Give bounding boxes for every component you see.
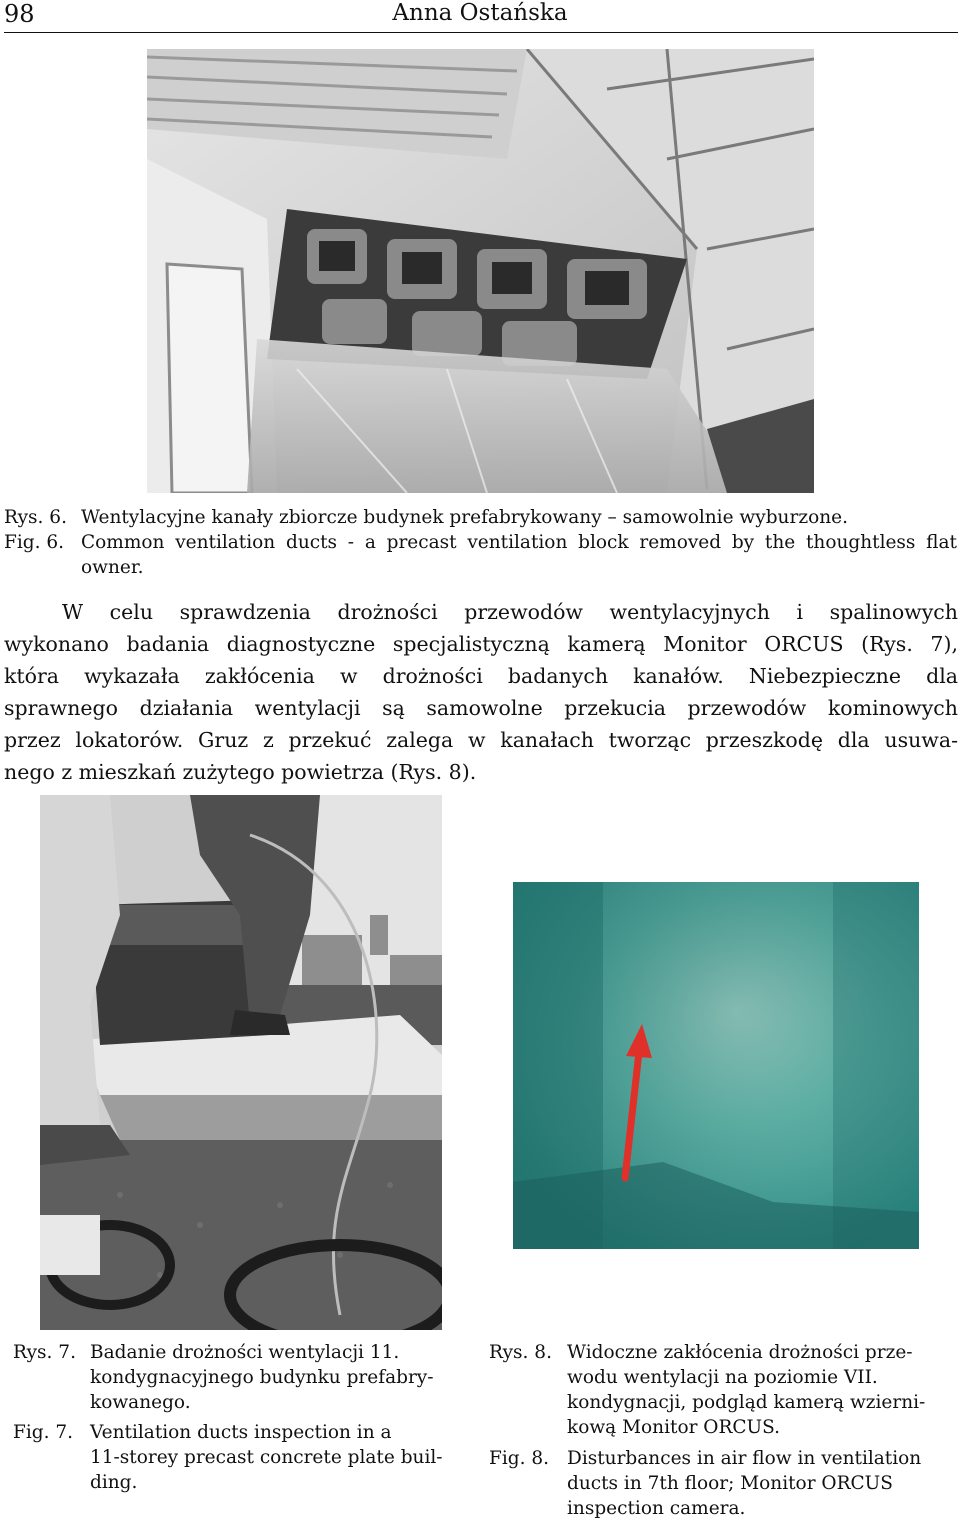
figure-6-caption-en-line1: Common ventilation ducts - a precast ventilation block removed by the thoughtless flat [81, 532, 957, 553]
page-number: 98 [4, 0, 35, 28]
figure-7-caption-pl-line: kondygnacyjnego budynku prefabry- [90, 1367, 434, 1388]
figure-7-caption-en-line: Ventilation ducts inspection in a [90, 1422, 392, 1443]
figure-7-caption-pl-line: Badanie drożności wentylacji 11. [90, 1342, 400, 1363]
body-paragraph [4, 596, 958, 788]
figure-6-label-pl: Rys. 6. [4, 507, 67, 528]
paragraph-line: W celu sprawdzenia drożności przewodów wentylacyjnych i spalinowych [62, 600, 958, 624]
figure-6-photo [147, 49, 814, 493]
paragraph-line: wykonano badania diagnostyczne specjalistyczną kamerą Monitor ORCUS (Rys. 7), [4, 632, 958, 656]
figure-7-caption-en-line: ding. [90, 1472, 138, 1493]
figure-8-camera-image [513, 882, 919, 1249]
figure-7-label-en: Fig. 7. [13, 1422, 74, 1443]
figure-7-photo [40, 795, 442, 1330]
figure-8-caption-pl-line: kową Monitor ORCUS. [567, 1417, 781, 1438]
figure-8-caption-en-line: Disturbances in air flow in ventilation [567, 1448, 922, 1469]
figure-8-caption-en-line: ducts in 7th floor; Monitor ORCUS [567, 1473, 893, 1494]
figure-7-caption-pl-line: kowanego. [90, 1392, 191, 1413]
figure-7-caption-en-line: 11-storey precast concrete plate buil- [90, 1447, 443, 1468]
paragraph-line: przez lokatorów. Gruz z przekuć zalega w kanałach tworząc przeszkodę dla usuwa- [4, 728, 958, 752]
figure-6-label-en: Fig. 6. [4, 532, 65, 553]
running-head-author: Anna Ostańska [392, 0, 568, 26]
figure-7-caption [13, 1340, 473, 1500]
figure-8-caption-pl-line: Widoczne zakłócenia drożności prze- [567, 1342, 913, 1363]
figure-8-caption-pl-line: kondygnacji, podgląd kamerą wzierni- [567, 1392, 926, 1413]
figure-8-caption-en-line: inspection camera. [567, 1498, 746, 1519]
paragraph-line: nego z mieszkań zużytego powietrza (Rys. 8). [4, 760, 477, 784]
paragraph-line: która wykazała zakłócenia w drożności badanych kanałów. Niebezpieczne dla [4, 664, 958, 688]
figure-6-caption-en-line2: owner. [81, 557, 144, 578]
figure-6-caption-pl: Wentylacyjne kanały zbiorcze budynek prefabrykowany – samowolnie wyburzone. [81, 507, 848, 528]
figure-8-label-en: Fig. 8. [489, 1448, 550, 1469]
header-rule [4, 32, 958, 33]
figure-7-label-pl: Rys. 7. [13, 1342, 76, 1363]
figure-8-caption [489, 1340, 959, 1525]
figure-6-caption [4, 505, 960, 580]
figure-8-label-pl: Rys. 8. [489, 1342, 552, 1363]
figure-8-caption-pl-line: wodu wentylacji na poziomie VII. [567, 1367, 878, 1388]
paragraph-line: sprawnego działania wentylacji są samowolne przekucia przewodów kominowych [4, 696, 958, 720]
